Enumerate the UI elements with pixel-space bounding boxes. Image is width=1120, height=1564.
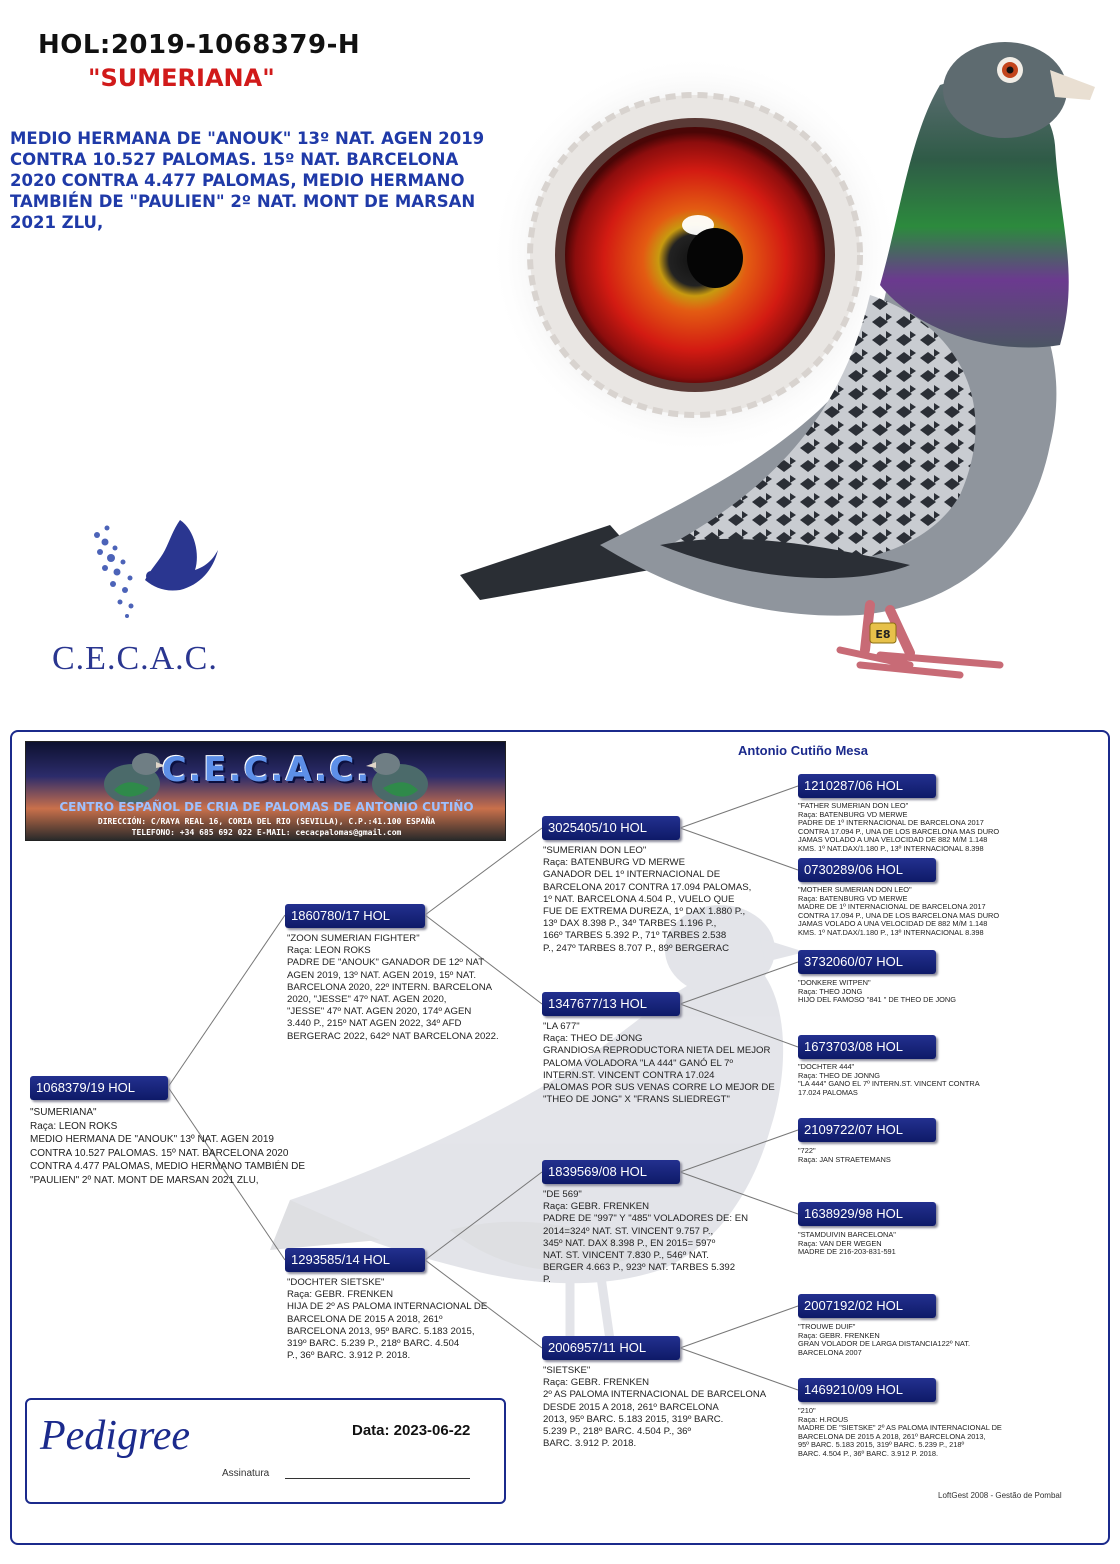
- ggp-mmm-info: "210" Raça: H.ROUS MADRE DE "SIETSKE" 2º AS PALOMA INTERNACIONAL DE BARCELONA DE 2015 A 2018, 261º BARCELONA 2013, 95º BARC. 5.183 2015, 319º BARC. 5.239 P., 218º BARC. 4.504 P., 36º BARC. 3.912 P. 2018.: [798, 1406, 1002, 1458]
- ggp-mmf-ring-box[interactable]: 2007192/02 HOL: [798, 1294, 936, 1318]
- cecac-logo-text: C.E.C.A.C.: [52, 640, 218, 677]
- maternal-grandmother-info: "SIETSKE" Raça: GEBR. FRENKEN 2º AS PALOMA INTERNACIONAL DE BARCELONA DESDE 2015 A 2018, 261º BARCELONA 2013, 95º BARC. 5.183 2015, 319º BARC. 5.239 P., 218º BARC. 4.504 P., 36º BARC. 3.912 P. 2018.: [543, 1365, 767, 1450]
- ggp-ffm-ring-box[interactable]: 0730289/06 HOL: [798, 858, 936, 882]
- banner-line-1: CENTRO ESPAÑOL DE CRIA DE PALOMAS DE ANTONIO CUTIÑO: [59, 800, 474, 814]
- ggp-mmm-ring-box[interactable]: 1469210/09 HOL: [798, 1378, 936, 1402]
- pedigree-date: Data: 2023-06-22: [352, 1422, 471, 1439]
- paternal-grandmother-ring-box[interactable]: 1347677/13 HOL: [542, 992, 680, 1016]
- maternal-grandfather-ring-box[interactable]: 1839569/08 HOL: [542, 1160, 680, 1184]
- signature-line: [285, 1478, 470, 1479]
- subject-info: "SUMERIANA" Raça: LEON ROKS MEDIO HERMANA DE "ANOUK" 13º NAT. AGEN 2019 CONTRA 10.527 PALOMAS. 15º NAT. BARCELONA 2020 CONTRA 4.477 PALOMAS, MEDIO HERMANO TAMBIÉN DE "PAULIEN" 2º NAT. MONT DE MARSAN 2021 ZLU,: [30, 1107, 306, 1186]
- pigeon-description: MEDIO HERMANA DE "ANOUK" 13º NAT. AGEN 2019 CONTRA 10.527 PALOMAS. 15º NAT. BARCELONA 2020 CONTRA 4.477 PALOMAS, MEDIO HERMANO TAMBIÉN DE "PAULIEN" 2º NAT. MONT DE MARSAN 2021 ZLU,: [10, 129, 485, 232]
- ggp-fff-info: "FATHER SUMERIAN DON LEO" Raça: BATENBURG VD MERWE PADRE DE 1º INTERNACIONAL DE BARCELONA 2017 CONTRA 17.094 P., UNA DE LOS BARCELONA MAS DURO JAMAS VOLADO A UNA VELOCIDAD DE 882 M/M 1.148 KMS. 1º NAT.DAX/1.180 P., 13º INTERNACIONAL 8.398: [798, 801, 1000, 853]
- pigeon-name: "SUMERIANA": [88, 64, 275, 92]
- ggp-mff-ring-box[interactable]: 2109722/07 HOL: [798, 1118, 936, 1142]
- paternal-grandfather-ring-box[interactable]: 3025405/10 HOL: [542, 816, 680, 840]
- owner-name: Antonio Cutiño Mesa: [738, 743, 868, 758]
- maternal-grandfather-info: "DE 569" Raça: GEBR. FRENKEN PADRE DE "997" Y "485" VOLADORES DE: EN 2014=324º NAT. ST. VINCENT 9.757 P., 345º NAT. DAX 8.398 P., EN 2015= 597º NAT. ST. VINCENT 7.830 P., 546º NAT. BERGER 4.663 P., 923º NAT. TARBES 5.392 P.: [543, 1189, 749, 1286]
- leg-band-text: E8: [875, 628, 891, 641]
- father-info: "ZOON SUMERIAN FIGHTER" Raça: LEON ROKS PADRE DE "ANOUK" GANADOR DE 12º NAT AGEN 2019, 13º NAT. AGEN 2019, 15º NAT. BARCELONA 2020, 22º INTERN. BARCELONA 2020, "JESSE" 47º NAT. AGEN 2020, "JESSE" 47º NAT. AGEN 2020, 174º AGEN 3.440 P., 215º NAT AGEN 2022, 34º AFD BERGERAC 2022, 642º NAT BARCELONA 2022.: [287, 933, 499, 1042]
- ggp-fff-ring-box[interactable]: 1210287/06 HOL: [798, 774, 936, 798]
- father-ring-box[interactable]: 1860780/17 HOL: [285, 904, 425, 928]
- ring-number-title: HOL:2019-1068379-H: [38, 30, 361, 60]
- software-credit: LoftGest 2008 - Gestão de Pombal: [938, 1491, 1062, 1500]
- subject-ring-box[interactable]: 1068379/19 HOL: [30, 1076, 168, 1100]
- ggp-ffm-info: "MOTHER SUMERIAN DON LEO" Raça: BATENBURG VD MERWE MADRE DE 1º INTERNACIONAL DE BARCELONA 2017 CONTRA 17.094 P., UNA DE LOS BARCELONA MAS DURO JAMAS VOLADO A UNA VELOCIDAD DE 882 M/M 1.148 KMS. 1º NAT.DAX/1.180 P., 13º INTERNACIONAL 8.398: [798, 885, 1000, 937]
- ggp-mfm-info: "STAMDUIVIN BARCELONA" Raça: VAN DER WEGEN MADRE DE 216-203-831-591: [798, 1230, 896, 1257]
- ggp-mmf-info: "TROUWE DUIF" Raça: GEBR. FRENKEN GRAN VOLADOR DE LARGA DISTANCIA122º NAT. BARCELONA 2007: [798, 1322, 971, 1357]
- ggp-fmf-ring-box[interactable]: 3732060/07 HOL: [798, 950, 936, 974]
- signature-label: Assinatura: [222, 1468, 270, 1479]
- ggp-mfm-ring-box[interactable]: 1638929/98 HOL: [798, 1202, 936, 1226]
- banner-title: C.E.C.A.C.: [161, 750, 372, 790]
- ggp-mff-info: "722" Raça: JAN STRAETEMANS: [798, 1146, 891, 1164]
- ggp-fmm-info: "DOCHTER 444" Raça: THEO DE JONNG "LA 444" GANO EL 7º INTERN.ST. VINCENT CONTRA 17.024 PALOMAS: [798, 1062, 980, 1097]
- ggp-fmm-ring-box[interactable]: 1673703/08 HOL: [798, 1035, 936, 1059]
- mother-info: "DOCHTER SIETSKE" Raça: GEBR. FRENKEN HIJA DE 2º AS PALOMA INTERNACIONAL DE BARCELONA DE 2015 A 2018, 261º BARCELONA 2013, 95º BARC. 5.183 2015, 319º BARC. 5.239 P., 218º BARC. 4.504 P., 36º BARC. 3.912 P. 2018.: [287, 1277, 488, 1362]
- paternal-grandfather-info: "SUMERIAN DON LEO" Raça: BATENBURG VD MERWE GANADOR DEL 1º INTERNACIONAL DE BARCELONA 2017 CONTRA 17.094 PALOMAS, 1º NAT. BARCELONA 4.504 P., VUELO QUE FUE DE EXTREMA DUREZA, 1º DAX 1.880 P., 13º DAX 8.398 P., 34º TARBES 1.196 P., 166º TARBES 5.392 P., 71º TARBES 2.538 P., 247º TARBES 8.707 P., 89º BERGERAC: [543, 845, 752, 954]
- banner-line-2: DIRECCIÓN: C/RAYA REAL 16, CORIA DEL RIO (SEVILLA), C.P.:41.100 ESPAÑA: [97, 817, 436, 826]
- ggp-fmf-info: "DONKERE WITPEN" Raça: THEO JONG HIJO DEL FAMOSO "841 " DE THEO DE JONG: [798, 978, 957, 1005]
- mother-ring-box[interactable]: 1293585/14 HOL: [285, 1248, 425, 1272]
- banner-line-3: TELEFONO: +34 685 692 022 E-MAIL: cecacpalomas@gmail.com: [131, 828, 402, 837]
- paternal-grandmother-info: "LA 677" Raça: THEO DE JONG GRANDIOSA REPRODUCTORA NIETA DEL MEJOR PALOMA VOLADORA "LA 444" GANÓ EL 7º INTERN.ST. VINCENT CONTRA 17.024 PALOMAS POR SUS VENAS CORRE LO MEJOR DE "THEO DE JONG" X "FRANS SLIEDREGT": [543, 1021, 775, 1106]
- maternal-grandmother-ring-box[interactable]: 2006957/11 HOL: [542, 1336, 680, 1360]
- pedigree-script-label: Pedigree: [40, 1413, 191, 1459]
